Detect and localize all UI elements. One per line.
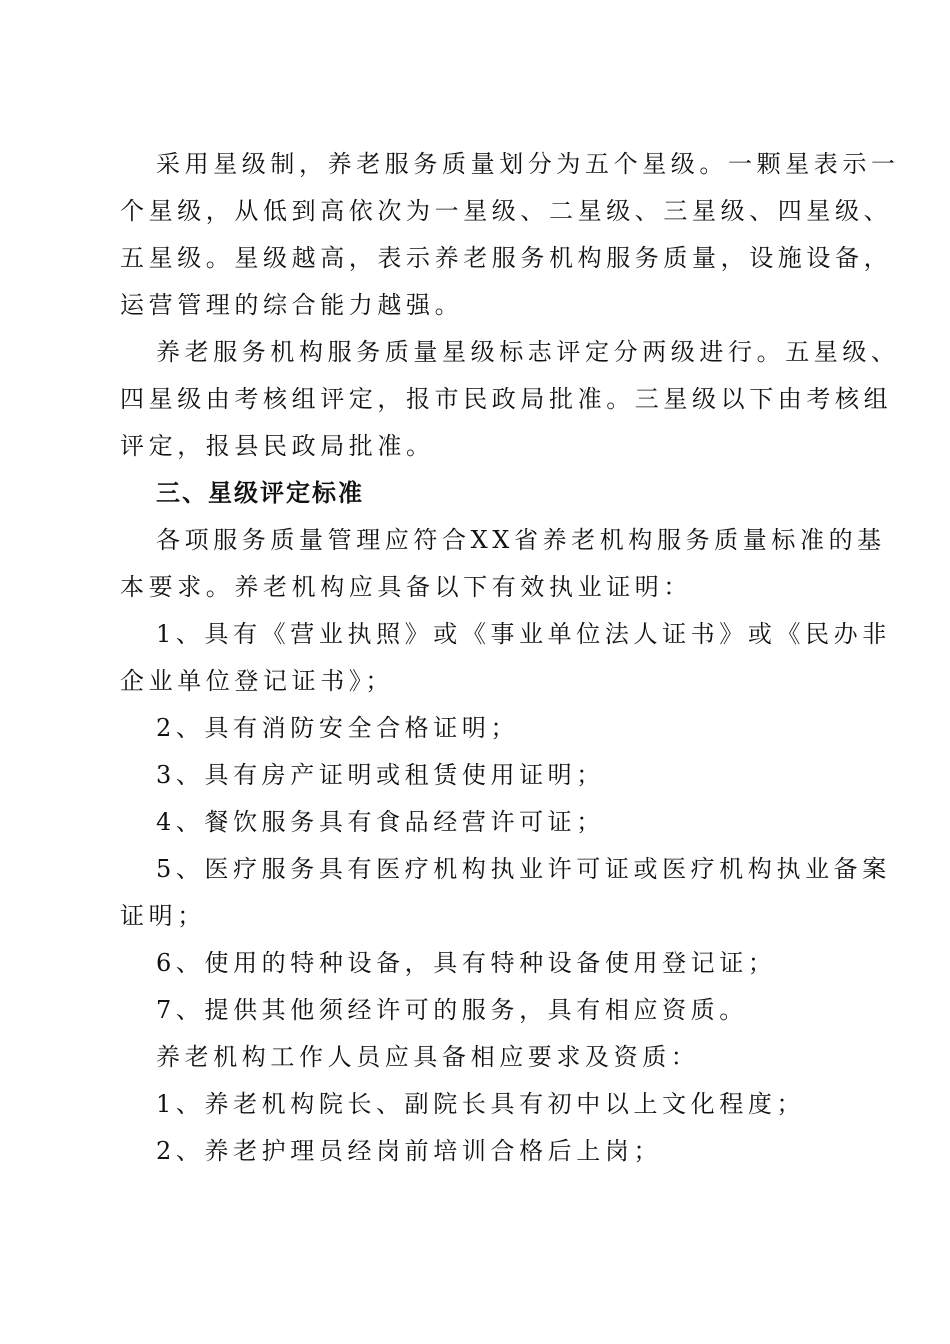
list-item xyxy=(120,846,891,940)
list-item xyxy=(120,611,891,705)
text-line: 6、使用的特种设备，具有特种设备使用登记证； xyxy=(156,949,777,977)
text-line: 四星级由考核组评定，报市民政局批准。三星级以下由考核组 xyxy=(120,385,893,413)
text-line: 企业单位登记证书》； xyxy=(120,667,394,695)
list-item xyxy=(120,799,825,846)
document-page xyxy=(120,141,900,1175)
text-line: 本要求。养老机构应具备以下有效执业证明： xyxy=(120,573,692,601)
paragraph-star-system xyxy=(120,141,900,329)
list-item: 1、养老机构院长、副院长具有初中以上文化程度； xyxy=(156,1090,806,1118)
section-heading: 三、星级评定标准 xyxy=(156,479,364,507)
text-line: 证明； xyxy=(120,902,206,930)
staff-intro: 养老机构工作人员应具备相应要求及资质： xyxy=(156,1043,700,1071)
staff-requirement-list xyxy=(120,1081,825,1175)
text-line: 评定，报县民政局批准。 xyxy=(120,432,435,460)
text-line: 3、具有房产证明或租赁使用证明； xyxy=(156,761,605,789)
text-line: 运营管理的综合能力越强。 xyxy=(120,291,464,319)
text-line: 养老服务机构服务质量星级标志评定分两级进行。五星级、 xyxy=(156,338,900,366)
text-line: 五星级。星级越高，表示养老服务机构服务质量，设施设备， xyxy=(120,244,893,272)
certificate-list xyxy=(120,611,891,1034)
text-line: 采用星级制，养老服务质量划分为五个星级。一颗星表示一 xyxy=(156,150,900,178)
text-line: 5、医疗服务具有医疗机构执业许可证或医疗机构执业备案 xyxy=(156,855,891,883)
text-line: 7、提供其他须经许可的服务，具有相应资质。 xyxy=(156,996,748,1024)
list-item xyxy=(120,987,825,1034)
text-line: 各项服务质量管理应符合XX省养老机构服务质量标准的基 xyxy=(156,526,886,554)
list-item xyxy=(120,705,825,752)
text-line: 4、餐饮服务具有食品经营许可证； xyxy=(156,808,605,836)
text-line: 1、具有《营业执照》或《事业单位法人证书》或《民办非 xyxy=(156,620,891,648)
list-item: 2、养老护理员经岗前培训合格后上岗； xyxy=(156,1137,663,1165)
list-item xyxy=(120,752,825,799)
paragraph-evaluation-levels xyxy=(120,329,900,470)
text-line: 2、具有消防安全合格证明； xyxy=(156,714,520,742)
text-line: 个星级，从低到高依次为一星级、二星级、三星级、四星级、 xyxy=(120,197,893,225)
paragraph-requirements-intro xyxy=(120,517,886,611)
list-item xyxy=(120,940,825,987)
